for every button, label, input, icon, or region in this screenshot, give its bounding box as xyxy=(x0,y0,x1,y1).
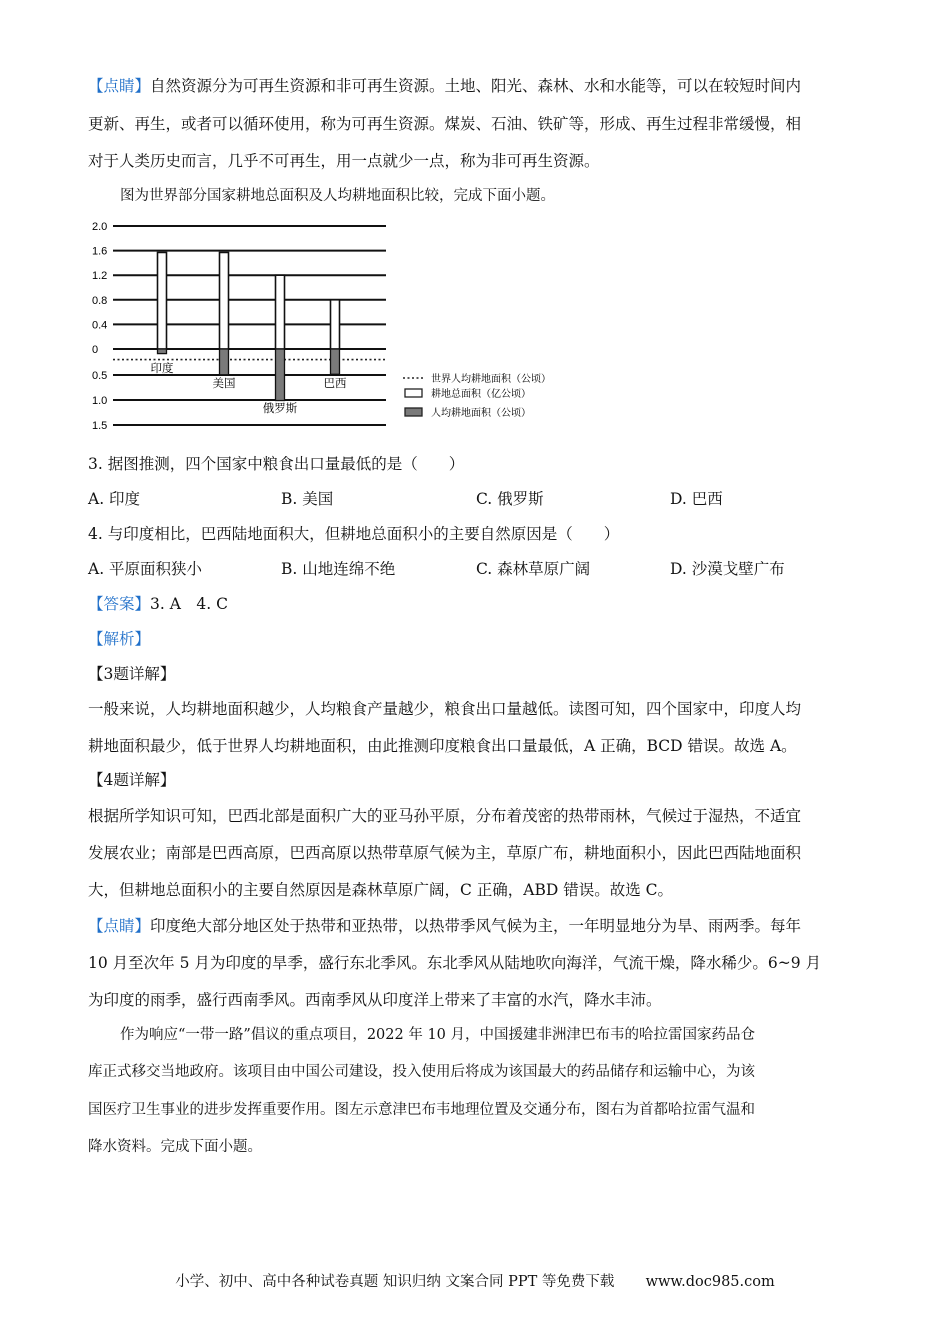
tip-tag: 【点睛】 xyxy=(88,917,151,935)
country-labels xyxy=(151,361,347,415)
tick-label: 1.0 xyxy=(92,395,108,407)
footer-text: 小学、初中、高中各种试卷真题 知识归纳 文案合同 PPT 等免费下载 xyxy=(175,1274,615,1290)
bar-total-巴西 xyxy=(331,300,340,349)
tip-paragraph-line: 10 月至次年 5 月为印度的旱季，盛行东北季风。东北季风从陆地吹向海洋，气流干燥，降水稀少。6~9 月 xyxy=(88,954,822,972)
legend-label-per-capita: 人均耕地面积（公顷） xyxy=(431,408,531,419)
chart-intro: 图为世界部分国家耕地总面积及人均耕地面积比较，完成下面小题。 xyxy=(120,188,555,204)
bar-total-美国 xyxy=(220,252,229,349)
answer-text: 3. A 4. C xyxy=(150,595,229,613)
question-3: 3. 据图推测，四个国家中粮食出口量最低的是（ ） xyxy=(88,455,465,473)
tick-label: 1.5 xyxy=(92,420,108,432)
answer-line xyxy=(88,594,228,614)
tick-label: 0.8 xyxy=(92,294,108,307)
detail-3-line: 耕地面积最少，低于世界人均耕地面积，由此推测印度粮食出口量最低，A 正确，BCD 错误。故选 A。 xyxy=(88,737,797,755)
bar-total-印度 xyxy=(158,252,167,349)
tick-label: 1.2 xyxy=(92,270,108,283)
footer-site-link[interactable]: www.doc985.com xyxy=(645,1274,775,1290)
tip-tag: 【点睛】 xyxy=(88,77,151,95)
material-paragraph-line: 国医疗卫生事业的进步发挥重要作用。图左示意津巴布韦地理位置及交通分布，图右为首都哈拉雷气温和 xyxy=(88,1102,755,1118)
option: D. 巴西 xyxy=(670,490,723,508)
upper-gridlines xyxy=(113,226,386,349)
detail-4-line: 大，但耕地总面积小的主要自然原因是森林草原广阔，C 正确，ABD 错误。故选 C。 xyxy=(88,881,674,899)
bar-per-capita-美国 xyxy=(220,349,229,375)
page-footer xyxy=(0,1270,950,1291)
option: A. 印度 xyxy=(88,490,141,508)
country-label: 巴西 xyxy=(323,378,347,390)
detail-4-tag: 【4题详解】 xyxy=(88,771,176,789)
tick-label: 1.6 xyxy=(92,245,108,258)
lower-tick-labels xyxy=(92,370,107,432)
bar-per-capita-俄罗斯 xyxy=(276,349,285,401)
bar-per-capita-印度 xyxy=(158,349,167,354)
material-paragraph-line: 库正式移交当地政府。该项目由中国公司建设，投入使用后将成为该国最大的药品储存和运输中心，为该 xyxy=(88,1064,755,1080)
option: D. 沙漠戈壁广布 xyxy=(670,560,785,578)
tick-label: 0 xyxy=(92,344,99,356)
country-label: 美国 xyxy=(212,378,236,390)
material-paragraph-line: 作为响应“一带一路”倡议的重点项目，2022 年 10 月，中国援建非洲津巴布韦的哈拉雷国家药品仓 xyxy=(120,1027,756,1043)
legend-label-total: 耕地总面积（亿公顷） xyxy=(431,389,531,400)
legend-per-capita-swatch-icon xyxy=(405,408,422,416)
option: B. 美国 xyxy=(281,490,334,508)
detail-3-tag: 【3题详解】 xyxy=(88,665,176,683)
option: C. 俄罗斯 xyxy=(476,490,544,508)
chart-legend xyxy=(403,372,551,419)
material-paragraph-line: 降水资料。完成下面小题。 xyxy=(88,1139,262,1155)
option: B. 山地连绵不绝 xyxy=(281,560,396,578)
analysis-tag: 【解析】 xyxy=(88,630,151,648)
tip-paragraph-line: 【点睛】自然资源分为可再生资源和非可再生资源。土地、阳光、森林、水和水能等，可以在较短时间内 xyxy=(88,77,802,95)
tip-paragraph-line: 【点睛】印度绝大部分地区处于热带和亚热带，以热带季风气候为主，一年明显地分为旱、雨两季。每年 xyxy=(88,917,802,935)
question-4: 4. 与印度相比，巴西陆地面积大，但耕地总面积小的主要自然原因是（ ） xyxy=(88,525,620,543)
bar-per-capita-巴西 xyxy=(331,349,340,374)
answer-tag: 【答案】 xyxy=(88,595,151,613)
tip-paragraph-line: 对于人类历史而言，几乎不可再生，用一点就少一点，称为非可再生资源。 xyxy=(88,152,600,170)
country-label: 俄罗斯 xyxy=(262,403,298,415)
detail-4-line: 发展农业；南部是巴西高原，巴西高原以热带草原气候为主，草原广布，耕地面积小，因此巴西陆地面积 xyxy=(88,844,802,862)
bar-total-俄罗斯 xyxy=(276,275,285,349)
farmland-chart xyxy=(88,212,558,434)
country-label: 印度 xyxy=(150,363,174,375)
legend-total-swatch-icon xyxy=(405,389,422,397)
upper-tick-labels xyxy=(92,221,107,356)
option: C. 森林草原广阔 xyxy=(476,560,591,578)
tick-label: 2.0 xyxy=(92,221,108,233)
detail-3-line: 一般来说，人均耕地面积越少，人均粮食产量越少，粮食出口量越低。读图可知，四个国家中，印度人均 xyxy=(88,700,802,718)
tip-paragraph-line: 更新、再生，或者可以循环使用，称为可再生资源。煤炭、石油、铁矿等，形成、再生过程非常缓慢，相 xyxy=(88,115,802,133)
detail-4-line: 根据所学知识可知，巴西北部是面积广大的亚马孙平原，分布着茂密的热带雨林，气候过于湿热，不适宜 xyxy=(88,807,802,825)
legend-label-world: 世界人均耕地面积（公顷） xyxy=(431,374,551,385)
tick-label: 0.4 xyxy=(92,319,108,332)
tip-paragraph-line: 为印度的雨季，盛行西南季风。西南季风从印度洋上带来了丰富的水汽，降水丰沛。 xyxy=(88,991,662,1009)
option: A. 平原面积狭小 xyxy=(88,560,203,578)
tick-label: 0.5 xyxy=(92,370,108,382)
